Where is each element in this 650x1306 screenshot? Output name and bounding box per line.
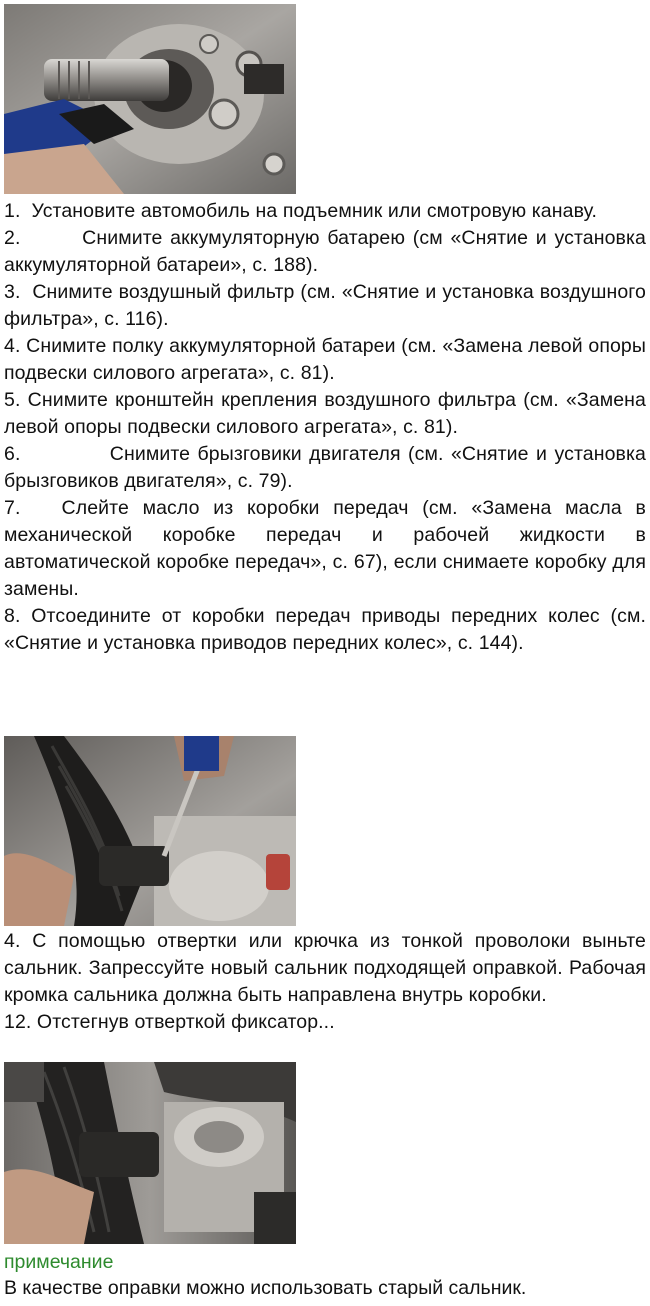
step-3-number: 3. xyxy=(4,281,21,303)
step-4-number: 4. xyxy=(4,335,21,357)
step-8-number: 8. xyxy=(4,605,21,627)
step-5 xyxy=(4,387,646,441)
step-3 xyxy=(4,279,646,333)
step-6-number: 6. xyxy=(4,443,21,465)
step-5-text: Снимите кронштейн крепления воздушного фильтра (см. «Замена левой опоры подвески силового агрегата», с. 81). xyxy=(4,389,646,438)
step-7-text: Слейте масло из коробки передач (см. «Замена масла в механической коробке передач и рабочей жидкости в автоматической коробке передач», с. 67), если снимаете коробку для замены. xyxy=(4,497,646,600)
step-2 xyxy=(4,225,646,279)
step-1 xyxy=(4,198,646,225)
step-seal-removal: 4. С помощью отвертки или крючка из тонкой проволоки выньте сальник. Запрессуйте новый сальник подходящей оправкой. Рабочая кромка сальника должна быть направлена внутрь коробки. xyxy=(4,930,646,1006)
step-1-text: Установите автомобиль на подъемник или смотровую канаву. xyxy=(31,200,598,222)
step-1-number: 1. xyxy=(4,200,21,222)
step-8 xyxy=(4,603,646,657)
note-heading: примечание xyxy=(4,1251,114,1273)
step-6 xyxy=(4,441,646,495)
step-4-text: Снимите полку аккумуляторной батареи (см. «Замена левой опоры подвески силового агрегата», с. 81). xyxy=(4,335,646,384)
note-text: В качестве оправки можно использовать старый сальник. xyxy=(4,1277,527,1299)
photo-clip-release-image xyxy=(4,1062,296,1244)
step-release-clip: 12. Отстегнув отверткой фиксатор... xyxy=(4,1011,335,1033)
photo-gearbox-shaft-image xyxy=(4,4,296,194)
step-2-text: Снимите аккумуляторную батарею (см «Снятие и установка аккумуляторной батареи», с. 188). xyxy=(4,227,646,276)
photo-gearbox-shaft xyxy=(4,4,296,194)
photo-clip-release xyxy=(4,1062,296,1244)
step-6-text: Снимите брызговики двигателя (см. «Снятие и установка брызговиков двигателя», с. 79). xyxy=(4,443,646,492)
photo-seal-removal-image xyxy=(4,736,296,926)
step-8-text: Отсоедините от коробки передач приводы передних колес (см. «Снятие и установка приводов передних колес», с. 144). xyxy=(4,605,646,654)
step-4 xyxy=(4,333,646,387)
step-7-number: 7. xyxy=(4,497,21,519)
step-7 xyxy=(4,495,646,603)
step-5-number: 5. xyxy=(4,389,21,411)
step-block-2 xyxy=(4,928,646,1036)
photo-seal-removal xyxy=(4,736,296,926)
steps-list xyxy=(4,198,646,657)
step-3-text: Снимите воздушный фильтр (см. «Снятие и установка воздушного фильтра», с. 116). xyxy=(4,281,646,330)
step-2-number: 2. xyxy=(4,227,21,249)
